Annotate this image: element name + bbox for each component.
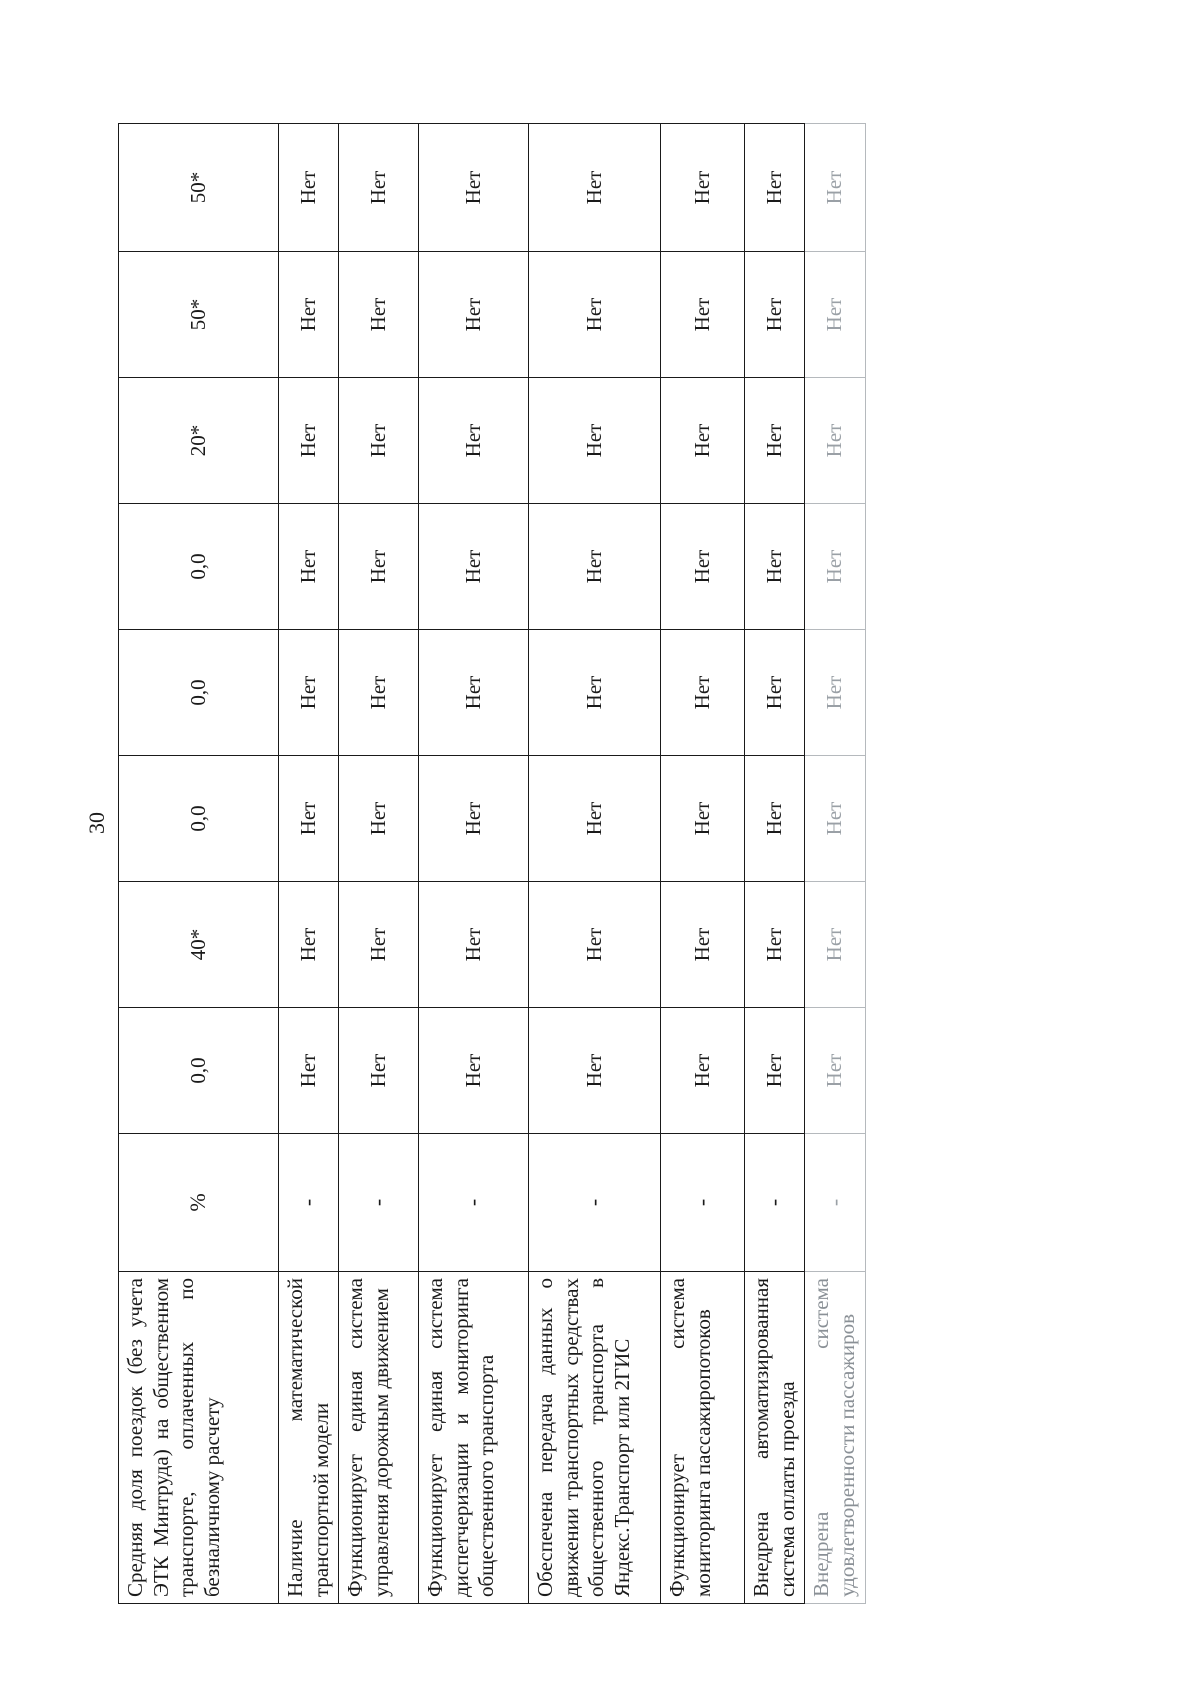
indicator-value: Нет [279, 1008, 339, 1134]
table-row [119, 124, 279, 1604]
indicator-value: Нет [419, 1008, 529, 1134]
table-body [119, 124, 866, 1604]
indicator-value: Нет [745, 1008, 805, 1134]
indicator-name: Функционирует единая система управления дорожным движением [339, 1272, 419, 1604]
indicator-value: Нет [661, 504, 745, 630]
indicator-name: Внедрена автоматизированная система оплаты проезда [745, 1272, 805, 1604]
indicator-value: Нет [805, 252, 865, 378]
indicator-value: Нет [661, 378, 745, 504]
indicator-value: Нет [279, 882, 339, 1008]
indicator-value: Нет [529, 252, 661, 378]
rotated-table-container [118, 124, 858, 1604]
indicator-value: Нет [805, 1008, 865, 1134]
indicator-value: Нет [339, 630, 419, 756]
indicator-name: Функционирует единая система диспетчеризации и мониторинга общественного транспорта [419, 1272, 529, 1604]
indicator-value: Нет [339, 504, 419, 630]
indicator-value: Нет [339, 252, 419, 378]
page-number: 30 [84, 812, 109, 834]
indicator-value: Нет [279, 756, 339, 882]
indicator-value: Нет [419, 124, 529, 252]
indicator-value: Нет [661, 756, 745, 882]
indicator-value: Нет [529, 630, 661, 756]
indicator-value: Нет [339, 124, 419, 252]
indicator-value: Нет [661, 1008, 745, 1134]
table-row [805, 124, 865, 1604]
indicator-value: 50* [119, 124, 279, 252]
indicator-value: Нет [339, 756, 419, 882]
indicator-value: Нет [805, 378, 865, 504]
indicator-unit: - [529, 1134, 661, 1272]
indicator-value: Нет [419, 504, 529, 630]
indicator-value: Нет [805, 124, 865, 252]
indicator-value: 40* [119, 882, 279, 1008]
indicator-value: Нет [339, 1008, 419, 1134]
indicator-value: Нет [661, 630, 745, 756]
indicator-value: Нет [339, 378, 419, 504]
indicator-value: Нет [529, 504, 661, 630]
indicators-table [118, 123, 866, 1604]
indicator-unit: % [119, 1134, 279, 1272]
indicator-value: Нет [745, 378, 805, 504]
indicator-name: Функционирует система мониторинга пассажиропотоков [661, 1272, 745, 1604]
indicator-value: Нет [805, 756, 865, 882]
indicator-value: Нет [529, 1008, 661, 1134]
indicator-name: Внедрена система удовлетворенности пассажиров [805, 1272, 865, 1604]
indicator-unit: - [745, 1134, 805, 1272]
indicator-value: Нет [745, 882, 805, 1008]
table-row [529, 124, 661, 1604]
table-row [661, 124, 745, 1604]
indicator-unit: - [805, 1134, 865, 1272]
indicator-value: 0,0 [119, 756, 279, 882]
indicator-value: Нет [419, 756, 529, 882]
indicator-value: Нет [661, 882, 745, 1008]
indicator-value: Нет [529, 756, 661, 882]
indicator-value: Нет [279, 504, 339, 630]
indicator-value: Нет [339, 882, 419, 1008]
indicator-value: Нет [745, 504, 805, 630]
indicator-value: 0,0 [119, 504, 279, 630]
indicator-value: Нет [529, 378, 661, 504]
table-row [279, 124, 339, 1604]
indicator-value: Нет [529, 124, 661, 252]
indicator-value: 0,0 [119, 1008, 279, 1134]
indicator-unit: - [339, 1134, 419, 1272]
indicator-value: Нет [805, 630, 865, 756]
indicator-value: Нет [419, 378, 529, 504]
indicator-unit: - [279, 1134, 339, 1272]
indicator-name: Средняя доля поездок (без учета ЭТК Минтруда) на общественном транспорте, оплаченных по безналичному расчету [119, 1272, 279, 1604]
indicator-value: Нет [661, 124, 745, 252]
indicator-value: 0,0 [119, 630, 279, 756]
indicator-value: Нет [419, 252, 529, 378]
indicator-value: Нет [419, 630, 529, 756]
indicator-value: Нет [745, 756, 805, 882]
indicator-value: Нет [529, 882, 661, 1008]
indicator-value: Нет [279, 124, 339, 252]
indicator-value: 50* [119, 252, 279, 378]
indicator-value: Нет [805, 504, 865, 630]
indicator-name: Обеспечена передача данных о движении транспортных средствах общественного транспорта в Яндекс.Транспорт или 2ГИС [529, 1272, 661, 1604]
indicator-value: Нет [279, 252, 339, 378]
indicator-value: Нет [279, 630, 339, 756]
table-row [419, 124, 529, 1604]
indicator-unit: - [419, 1134, 529, 1272]
indicator-value: Нет [745, 124, 805, 252]
indicator-value: Нет [661, 252, 745, 378]
indicator-value: Нет [745, 252, 805, 378]
indicator-value: Нет [419, 882, 529, 1008]
indicator-value: 20* [119, 378, 279, 504]
indicator-value: Нет [805, 882, 865, 1008]
indicator-name: Наличие математической транспортной модели [279, 1272, 339, 1604]
indicator-unit: - [661, 1134, 745, 1272]
indicator-value: Нет [745, 630, 805, 756]
table-row [339, 124, 419, 1604]
table-row [745, 124, 805, 1604]
indicator-value: Нет [279, 378, 339, 504]
